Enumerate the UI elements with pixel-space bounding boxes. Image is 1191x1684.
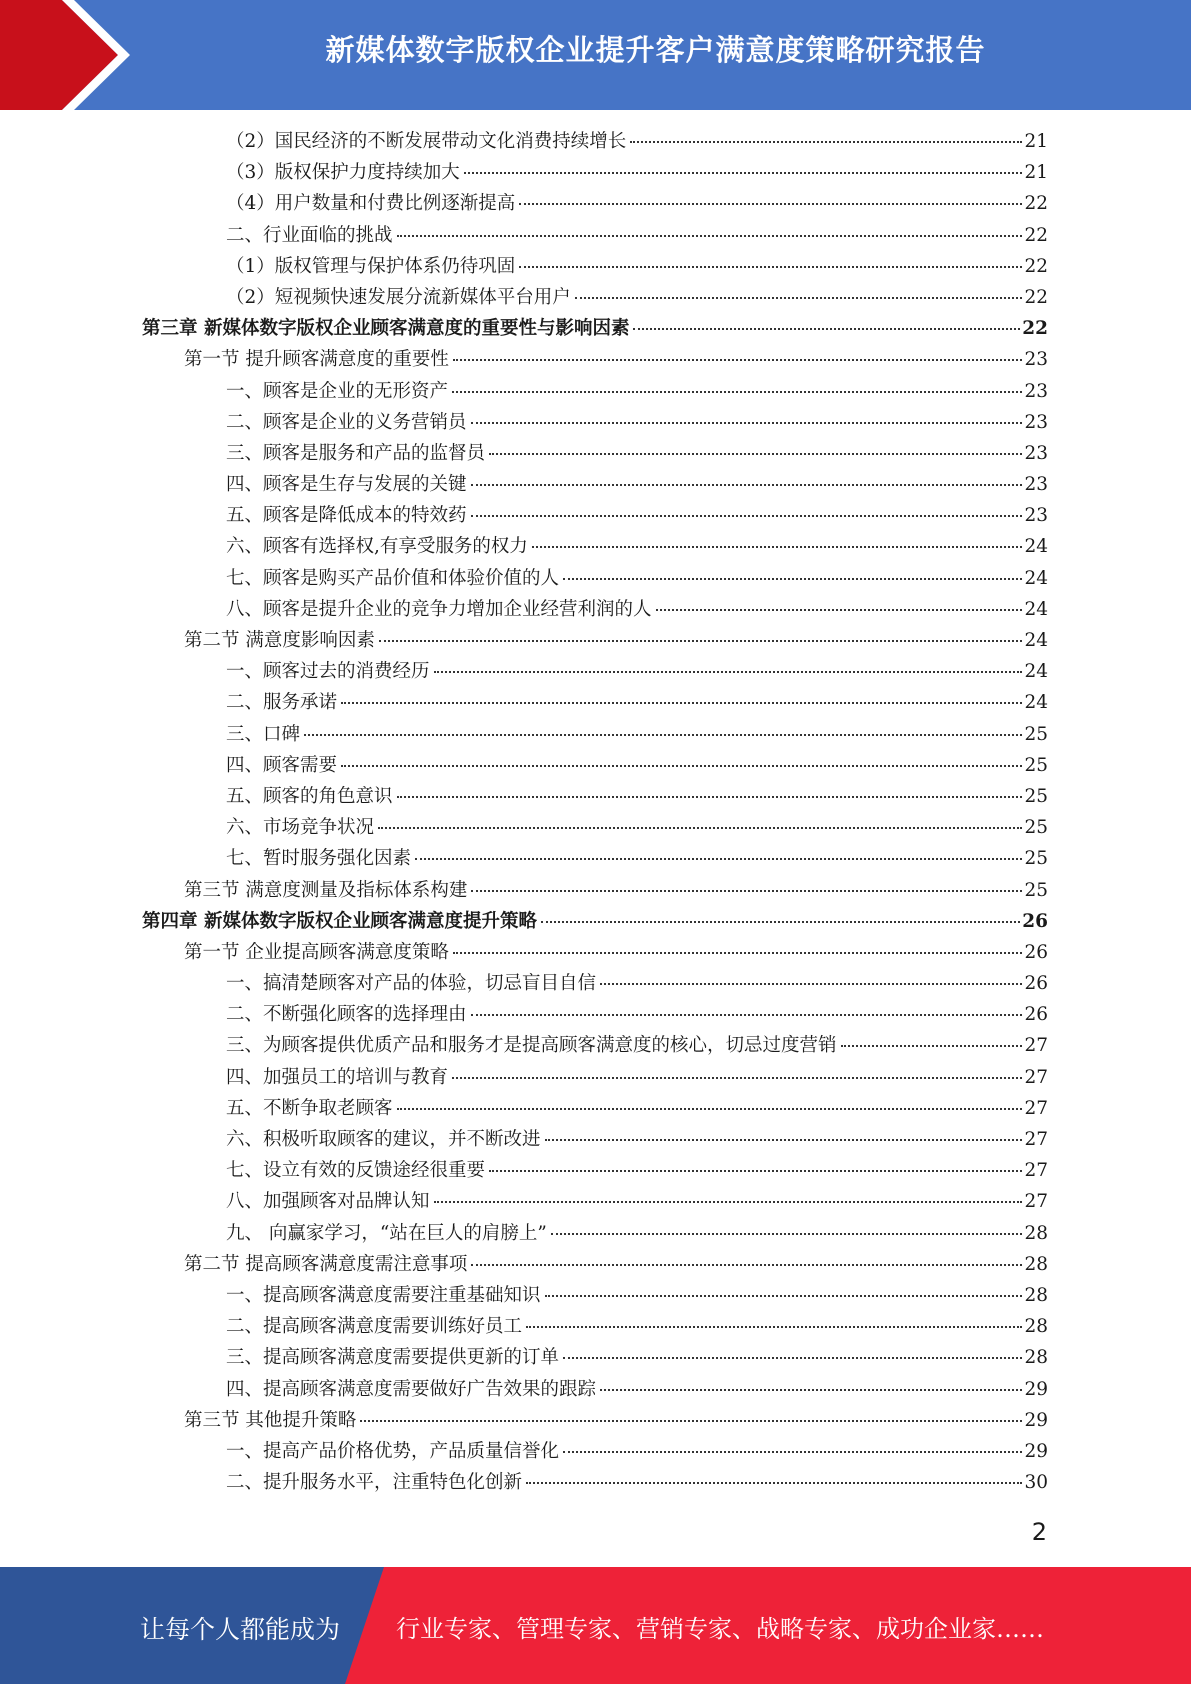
toc-entry-title: 九、 向赢家学习，“站在巨人的肩膀上”: [226, 1222, 547, 1244]
toc-entry-page: 29: [1024, 1378, 1048, 1400]
toc-entry-page: 30: [1024, 1472, 1048, 1494]
toc-entry[interactable]: [142, 720, 1048, 751]
toc-entry-page: 23: [1024, 380, 1048, 402]
dot-leader: [379, 640, 1023, 642]
dot-leader: [600, 983, 1022, 985]
toc-entry[interactable]: [142, 907, 1048, 938]
toc-entry[interactable]: [142, 1312, 1048, 1343]
toc-entry[interactable]: [142, 1219, 1048, 1250]
dot-leader: [471, 1014, 1023, 1016]
toc-entry[interactable]: [142, 938, 1048, 969]
page-footer: [0, 1567, 1191, 1684]
toc-entry-page: 28: [1024, 1253, 1048, 1275]
toc-entry-title: 一、搞清楚顾客对产品的体验，切忌盲目自信: [226, 973, 597, 995]
dot-leader: [519, 203, 1022, 205]
toc-entry-page: 29: [1024, 1440, 1048, 1462]
toc-entry[interactable]: [142, 439, 1048, 470]
toc-entry-title: 一、提高产品价格优势，产品质量信誉化: [226, 1440, 560, 1462]
toc-entry-title: 一、顾客过去的消费经历: [226, 661, 430, 683]
toc-entry-title: 第二节 提高顾客满意度需注意事项: [184, 1253, 468, 1275]
page-number: 2: [1031, 1518, 1047, 1546]
toc-entry-title: （3）版权保护力度持续加大: [226, 162, 460, 184]
dot-leader: [489, 1170, 1022, 1172]
toc-entry-page: 22: [1024, 286, 1048, 308]
toc-entry-title: （4）用户数量和付费比例逐渐提高: [226, 193, 516, 215]
toc-entry-page: 25: [1024, 785, 1048, 807]
toc-entry-title: 第三节 其他提升策略: [184, 1409, 357, 1431]
toc-entry-page: 28: [1024, 1284, 1048, 1306]
dot-leader: [563, 1357, 1022, 1359]
toc-entry-title: 二、服务承诺: [226, 692, 338, 714]
toc-entry-title: 七、设立有效的反馈途经很重要: [226, 1160, 486, 1182]
toc-entry[interactable]: [142, 844, 1048, 875]
dot-leader: [519, 266, 1022, 268]
toc-entry[interactable]: [142, 314, 1048, 345]
toc-entry-title: 七、暂时服务强化因素: [226, 848, 412, 870]
toc-entry-page: 27: [1024, 1160, 1048, 1182]
toc-entry-page: 25: [1024, 817, 1048, 839]
dot-leader: [453, 359, 1023, 361]
footer-roles: 行业专家、管理专家、营销专家、战略专家、成功企业家……: [396, 1615, 1044, 1643]
toc-entry-page: 22: [1024, 224, 1048, 246]
toc-entry-page: 23: [1024, 505, 1048, 527]
toc-entry[interactable]: [142, 657, 1048, 688]
toc-entry[interactable]: [142, 1031, 1048, 1062]
toc-entry-title: 六、积极听取顾客的建议，并不断改进: [226, 1129, 541, 1150]
dot-leader: [452, 391, 1022, 393]
toc-entry[interactable]: [142, 782, 1048, 813]
toc-entry-page: 23: [1024, 349, 1048, 371]
toc-entry-title: 四、顾客需要: [226, 754, 338, 776]
toc-entry[interactable]: [142, 1063, 1048, 1094]
toc-entry[interactable]: [142, 252, 1048, 283]
header-arrow-decoration: [0, 0, 170, 110]
toc-entry-page: 28: [1024, 1347, 1048, 1369]
toc-entry-page: 22: [1022, 318, 1048, 340]
toc-entry-title: 二、行业面临的挑战: [226, 224, 393, 246]
toc-entry-page: 23: [1024, 411, 1048, 433]
dot-leader: [464, 172, 1023, 174]
toc-entry-page: 24: [1024, 567, 1048, 589]
dot-leader: [563, 578, 1022, 580]
toc-entry-title: 第一节 提升顾客满意度的重要性: [184, 349, 449, 371]
toc-entry[interactable]: [142, 626, 1048, 657]
toc-entry[interactable]: [142, 470, 1048, 501]
toc-entry-page: 29: [1024, 1409, 1048, 1431]
toc-entry-title: 第四章 新媒体数字版权企业顾客满意度提升策略: [142, 910, 537, 932]
toc-entry-page: 27: [1024, 1035, 1048, 1057]
toc-entry-title: 三、口碑: [226, 723, 301, 745]
dot-leader: [551, 1233, 1023, 1235]
toc-entry-page: 26: [1022, 910, 1048, 932]
toc-entry-page: 27: [1024, 1097, 1048, 1119]
toc-entry-title: 一、提高顾客满意度需要注重基础知识: [226, 1284, 541, 1306]
toc-entry-title: 第一节 企业提高顾客满意度策略: [184, 941, 449, 963]
toc-entry-title: 五、顾客是降低成本的特效药: [226, 505, 467, 527]
dot-leader: [304, 734, 1022, 736]
toc-entry[interactable]: [142, 532, 1048, 563]
toc-entry-page: 24: [1024, 630, 1048, 651]
toc-entry-page: 26: [1024, 973, 1048, 995]
toc-entry[interactable]: [142, 221, 1048, 252]
dot-leader: [563, 1451, 1022, 1453]
toc-entry-page: 21: [1024, 131, 1048, 152]
toc-entry-title: （1）版权管理与保护体系仍待巩固: [226, 255, 516, 277]
toc-entry-title: （2）国民经济的不断发展带动文化消费持续增长: [226, 131, 627, 152]
toc-entry[interactable]: [142, 969, 1048, 1000]
dot-leader: [633, 328, 1020, 330]
toc-entry[interactable]: [142, 1437, 1048, 1468]
toc-entry[interactable]: [142, 1406, 1048, 1437]
toc-entry-title: 五、顾客的角色意识: [226, 785, 393, 807]
toc-entry-title: 三、为顾客提供优质产品和服务才是提高顾客满意度的核心，切忌过度营销: [226, 1035, 837, 1057]
toc-entry-title: 二、不断强化顾客的选择理由: [226, 1004, 467, 1026]
toc-entry-title: 第三章 新媒体数字版权企业顾客满意度的重要性与影响因素: [142, 318, 630, 340]
toc-entry-title: 四、加强员工的培训与教育: [226, 1066, 449, 1088]
dot-leader: [600, 1389, 1022, 1391]
toc-entry-page: 27: [1024, 1129, 1048, 1150]
dot-leader: [341, 702, 1022, 704]
toc-entry-page: 23: [1024, 442, 1048, 464]
dot-leader: [471, 1264, 1022, 1266]
toc-entry[interactable]: [142, 408, 1048, 439]
toc-entry-page: 27: [1024, 1066, 1048, 1088]
toc-entry[interactable]: [142, 127, 1048, 158]
dot-leader: [471, 422, 1023, 424]
toc-entry[interactable]: [142, 1000, 1048, 1031]
toc-entry-page: 22: [1024, 255, 1048, 277]
toc-entry[interactable]: [142, 564, 1048, 595]
page-title: 新媒体数字版权企业提升客户满意度策略研究报告: [325, 33, 986, 67]
toc-entry[interactable]: [142, 1343, 1048, 1374]
toc-entry[interactable]: [142, 189, 1048, 220]
toc-entry-page: 25: [1024, 848, 1048, 870]
dot-leader: [360, 1420, 1022, 1422]
dot-leader: [471, 484, 1023, 486]
toc-entry-page: 27: [1024, 1191, 1048, 1213]
dot-leader: [841, 1045, 1023, 1047]
toc-entry[interactable]: [142, 876, 1048, 907]
toc-entry-page: 22: [1024, 193, 1048, 215]
toc-entry[interactable]: [142, 751, 1048, 782]
dot-leader: [452, 1077, 1022, 1079]
toc-entry-page: 25: [1024, 754, 1048, 776]
toc-entry[interactable]: [142, 1468, 1048, 1499]
toc-entry-title: 三、顾客是服务和产品的监督员: [226, 442, 486, 464]
toc-entry-page: 26: [1024, 941, 1048, 963]
table-of-contents: [142, 127, 1048, 1499]
dot-leader: [397, 1108, 1023, 1110]
toc-entry-page: 28: [1024, 1222, 1048, 1244]
toc-entry-title: 三、提高顾客满意度需要提供更新的订单: [226, 1347, 560, 1369]
dot-leader: [532, 546, 1023, 548]
toc-entry[interactable]: [142, 1375, 1048, 1406]
toc-entry-page: 23: [1024, 474, 1048, 496]
toc-entry[interactable]: [142, 1250, 1048, 1281]
toc-entry-title: 一、顾客是企业的无形资产: [226, 380, 449, 402]
toc-entry[interactable]: [142, 1281, 1048, 1312]
toc-entry[interactable]: [142, 501, 1048, 532]
dot-leader: [630, 141, 1022, 143]
toc-entry-page: 26: [1024, 1004, 1048, 1026]
toc-entry-page: 24: [1024, 661, 1048, 683]
toc-entry-title: 五、不断争取老顾客: [226, 1097, 393, 1119]
toc-entry[interactable]: [142, 1094, 1048, 1125]
toc-entry[interactable]: [142, 158, 1048, 189]
toc-entry-title: 六、顾客有选择权,有享受服务的权力: [226, 536, 528, 558]
toc-entry-title: 二、顾客是企业的义务营销员: [226, 411, 467, 433]
toc-entry-title: 四、顾客是生存与发展的关键: [226, 474, 467, 496]
toc-entry-title: 四、提高顾客满意度需要做好广告效果的跟踪: [226, 1378, 597, 1400]
dot-leader: [397, 235, 1023, 237]
toc-entry[interactable]: [142, 377, 1048, 408]
dot-leader: [397, 796, 1023, 798]
toc-entry-title: 二、提高顾客满意度需要训练好员工: [226, 1316, 523, 1338]
dot-leader: [415, 858, 1022, 860]
toc-entry[interactable]: [142, 345, 1048, 376]
toc-entry-page: 25: [1024, 723, 1048, 745]
toc-entry-page: 21: [1024, 162, 1048, 184]
dot-leader: [526, 1326, 1022, 1328]
dot-leader: [541, 921, 1020, 923]
toc-entry[interactable]: [142, 1187, 1048, 1218]
dot-leader: [378, 827, 1022, 829]
toc-entry-title: （2）短视频快速发展分流新媒体平台用户: [226, 286, 571, 308]
dot-leader: [471, 515, 1023, 517]
dot-leader: [545, 1295, 1023, 1297]
toc-entry-page: 25: [1024, 879, 1048, 901]
dot-leader: [453, 952, 1023, 954]
toc-entry[interactable]: [142, 595, 1048, 626]
toc-entry-page: 24: [1024, 692, 1048, 714]
toc-entry-page: 28: [1024, 1316, 1048, 1338]
toc-entry[interactable]: [142, 1156, 1048, 1187]
dot-leader: [575, 297, 1023, 299]
toc-entry-title: 第三节 满意度测量及指标体系构建: [184, 879, 468, 901]
toc-entry[interactable]: [142, 283, 1048, 314]
toc-entry-title: 七、顾客是购买产品价值和体验价值的人: [226, 567, 560, 589]
toc-entry-title: 二、提升服务水平，注重特色化创新: [226, 1472, 523, 1494]
dot-leader: [656, 609, 1023, 611]
dot-leader: [434, 1201, 1023, 1203]
toc-entry-page: 24: [1024, 598, 1048, 620]
toc-entry[interactable]: [142, 688, 1048, 719]
dot-leader: [471, 890, 1022, 892]
footer-slogan: 让每个人都能成为: [140, 1615, 341, 1644]
dot-leader: [526, 1482, 1022, 1484]
toc-entry[interactable]: [142, 1125, 1048, 1156]
dot-leader: [341, 765, 1022, 767]
toc-entry-title: 第二节 满意度影响因素: [184, 630, 375, 651]
toc-entry-page: 24: [1024, 536, 1048, 558]
toc-entry-title: 八、顾客是提升企业的竞争力增加企业经营利润的人: [226, 598, 652, 620]
dot-leader: [434, 671, 1023, 673]
toc-entry-title: 八、加强顾客对品牌认知: [226, 1191, 430, 1213]
dot-leader: [489, 453, 1022, 455]
dot-leader: [545, 1139, 1023, 1141]
page-header: [0, 0, 1191, 110]
toc-entry-title: 六、市场竞争状况: [226, 817, 375, 839]
toc-entry[interactable]: [142, 813, 1048, 844]
